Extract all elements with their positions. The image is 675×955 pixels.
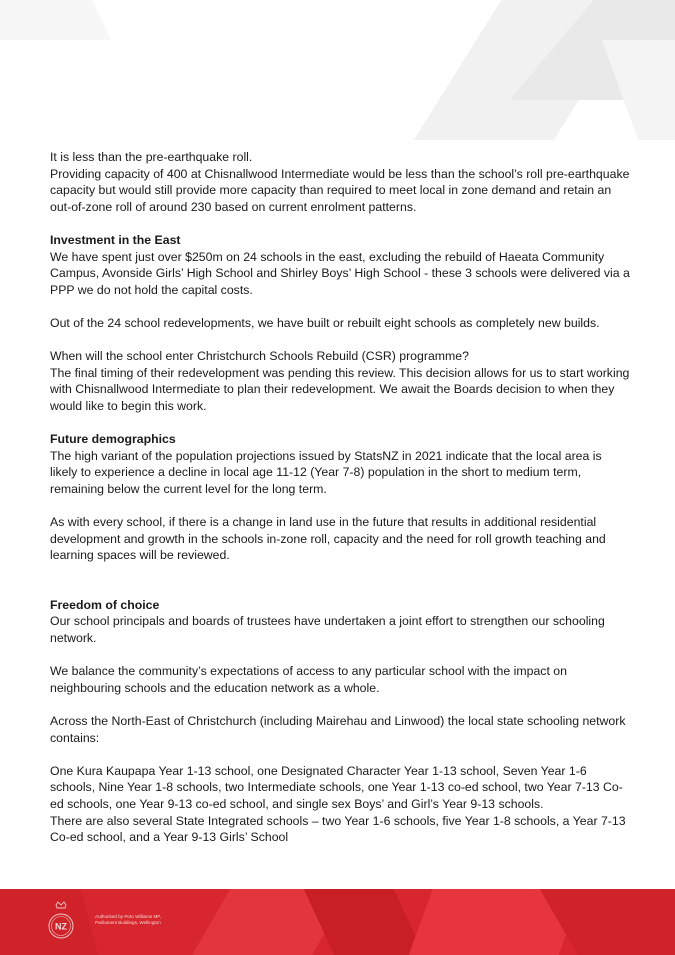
paragraph-spacer	[50, 746, 630, 763]
paragraph-spacer	[50, 298, 630, 315]
authorisation-statement	[95, 914, 161, 926]
authorised-line-2: Parliament Buildings, Wellington	[95, 920, 161, 925]
paragraph: One Kura Kaupapa Year 1-13 school, one Designated Character Year 1-13 school, Seven Year 1-6 schools, Nine Year 1-8 schools, two Intermediate schools, one Year 1-13 co-ed school, two Year 7-13 Co-ed schools, one Year 9-13 co-ed school, and single sex Boys’ and Girl’s Year 9-13 schools.	[50, 763, 623, 811]
paragraph: The final timing of their redevelopment was pending this review. This decision allows for us to start working with Chisnallwood Intermediate to plan their redevelopment. We await the Boards decision to when they would like to begin this work.	[50, 365, 630, 413]
paragraph-spacer	[50, 647, 630, 664]
crest-text: NZ	[55, 921, 67, 932]
paragraph: Our school principals and boards of trustees have undertaken a joint effort to strengthen our schooling network.	[50, 614, 605, 646]
paragraph: There are also several State Integrated schools – two Year 1-6 schools, five Year 1-8 schools, a Year 7-13 Co-ed school, and a Year 9-13 Girls’ School	[50, 813, 626, 845]
section-heading: Investment in the East	[50, 232, 181, 247]
section-heading: Freedom of choice	[50, 597, 160, 612]
paragraph: Out of the 24 school redevelopments, we have built or rebuilt eight schools as completely new builds.	[50, 315, 600, 330]
header-decoration	[0, 0, 675, 140]
paragraph: Providing capacity of 400 at Chisnallwood Intermediate would be less than the school’s roll pre-earthquake capacity but would still provide more capacity than required to meet local in zone demand and retain an out-of-zone roll of around 230 based on current enrolment patterns.	[50, 166, 630, 214]
paragraph: Across the North-East of Christchurch (including Mairehau and Linwood) the local state schooling network contains:	[50, 714, 626, 745]
paragraph: As with every school, if there is a change in land use in the future that results in additional residential development and growth in the schools in-zone roll, capacity and the need for roll growth teaching and learning spaces will be reviewed.	[50, 515, 606, 563]
paragraph-spacer	[50, 332, 630, 349]
paragraph-spacer	[50, 497, 630, 514]
paragraph: We have spent just over $250m on 24 schools in the east, excluding the rebuild of Haeata Community Campus, Avonside Girls’ High School and Shirley Boys’ High School - these 3 schools were delivered via a PPP we do not hold the capital costs.	[50, 249, 630, 297]
authorised-line-1: Authorised by Poto Williams MP,	[95, 914, 162, 919]
paragraph-spacer	[50, 696, 630, 713]
paragraph: It is less than the pre-earthquake roll.	[50, 150, 253, 164]
section-spacer	[50, 564, 630, 597]
coat-of-arms-icon	[44, 901, 78, 943]
header-shard	[0, 0, 111, 40]
footer	[0, 889, 675, 955]
paragraph-spacer	[50, 215, 630, 232]
paragraph-spacer	[50, 415, 630, 432]
paragraph: We balance the community’s expectations of access to any particular school with the impact on neighbouring schools and the education network as a whole.	[50, 664, 567, 695]
document-body	[50, 149, 630, 846]
paragraph: The high variant of the population projections issued by StatsNZ in 2021 indicate that the local area is likely to experience a decline in local age 11-12 (Year 7-8) population in the short to medium term, remaining below the current level for the long term.	[50, 448, 602, 496]
paragraph: When will the school enter Christchurch Schools Rebuild (CSR) programme?	[50, 349, 469, 364]
section-heading: Future demographics	[50, 432, 176, 447]
